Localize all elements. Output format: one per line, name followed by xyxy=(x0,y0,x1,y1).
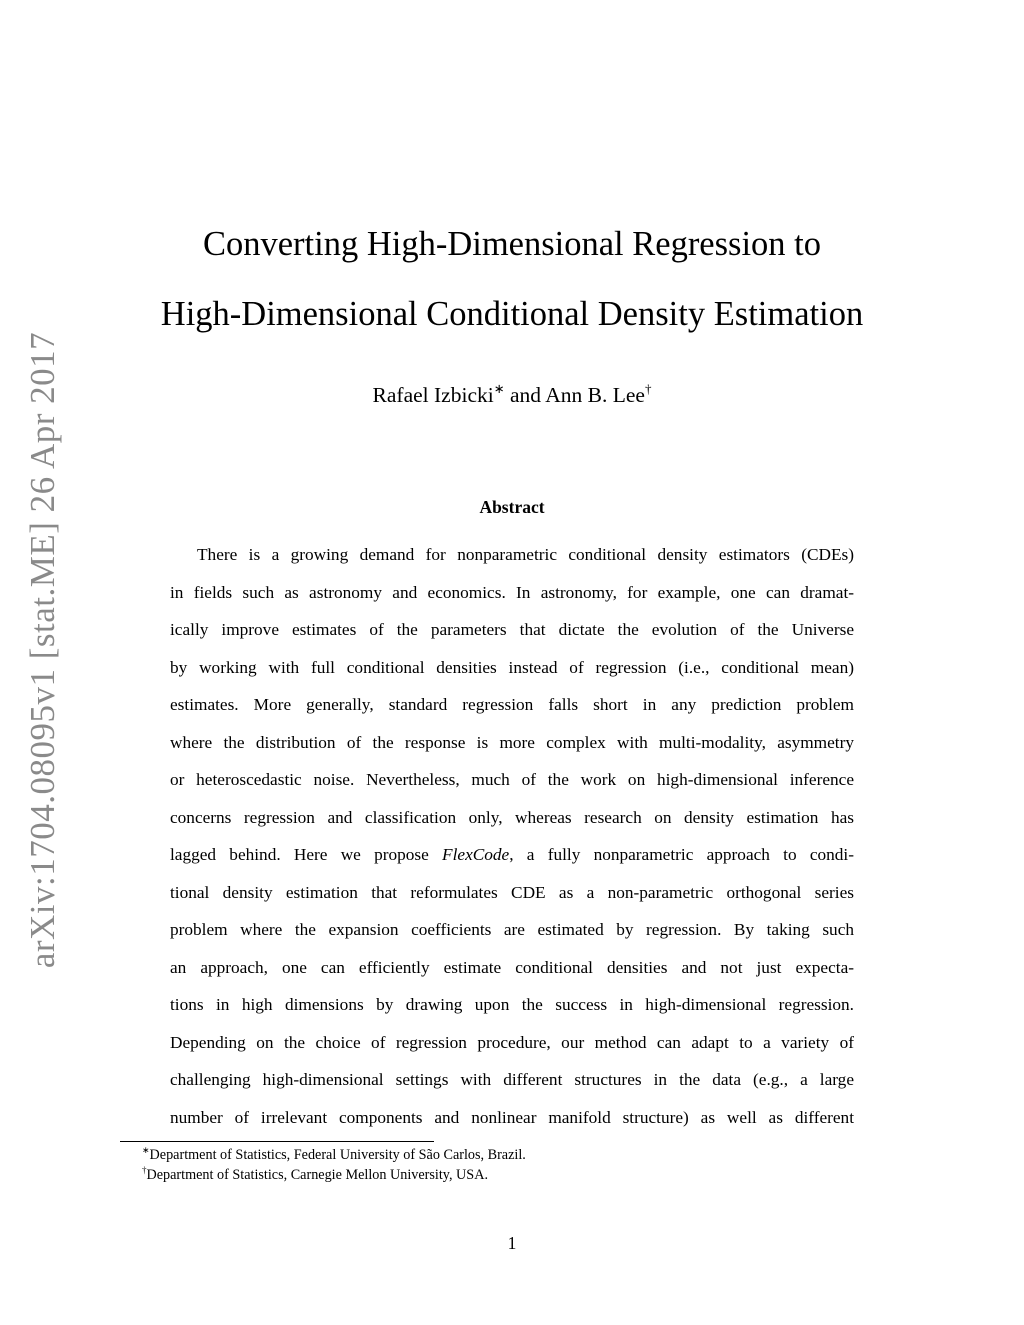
abstract-heading: Abstract xyxy=(479,497,545,517)
author-1-footnote-mark: ∗ xyxy=(493,381,505,396)
footnote-2 xyxy=(142,1167,488,1184)
abstract-line: or heteroscedastic noise. Nevertheless, much of the work on high-dimensional inference xyxy=(170,770,854,789)
abstract-line: problem where the expansion coefficients are estimated by regression. By taking such xyxy=(170,920,854,939)
abstract-line xyxy=(170,844,854,866)
arxiv-identifier-text: arXiv:1704.08095v1 [stat.ME] 26 Apr 2017 xyxy=(23,331,62,969)
abstract-line: an approach, one can efficiently estimate conditional densities and not just expecta- xyxy=(170,958,854,977)
footnote-1-text: Department of Statistics, Federal University of São Carlos, Brazil. xyxy=(149,1147,526,1163)
footnote-1-mark: ∗ xyxy=(142,1145,150,1155)
footnote-divider xyxy=(120,1141,434,1142)
abstract-line: estimates. More generally, standard regression falls short in any prediction problem xyxy=(170,695,854,714)
abstract-line-text: , a fully nonparametric approach to condi- xyxy=(509,845,854,864)
abstract-line: where the distribution of the response is more complex with multi-modality, asymmetry xyxy=(170,733,854,752)
abstract-line: challenging high-dimensional settings with different structures in the data (e.g., a large xyxy=(170,1070,854,1089)
paper-title-line-1: Converting High-Dimensional Regression to xyxy=(202,225,822,263)
page-number: 1 xyxy=(507,1233,517,1253)
footnote-2-mark: † xyxy=(142,1165,147,1175)
abstract-line: ically improve estimates of the parameters that dictate the evolution of the Universe xyxy=(170,620,854,639)
abstract-line: in fields such as astronomy and economics. In astronomy, for example, one can dramat- xyxy=(170,583,854,602)
abstract-line-text: lagged behind. Here we propose xyxy=(170,845,443,864)
abstract-line: tions in high dimensions by drawing upon the success in high-dimensional regression. xyxy=(170,995,854,1014)
footnote-1 xyxy=(142,1147,526,1164)
author-list xyxy=(130,383,894,408)
author-name-1: Rafael Izbicki xyxy=(372,383,494,407)
abstract-line: concerns regression and classification only, whereas research on density estimation has xyxy=(170,808,854,827)
arxiv-identifier-stamp xyxy=(19,331,67,969)
paper-title-line-2: High-Dimensional Conditional Density Estimation xyxy=(160,295,864,333)
abstract-line: by working with full conditional densities instead of regression (i.e., conditional mean) xyxy=(170,658,854,677)
author-name-2: Ann B. Lee xyxy=(545,383,645,407)
footnote-2-text: Department of Statistics, Carnegie Mellon University, USA. xyxy=(146,1167,488,1183)
author-2-footnote-mark: † xyxy=(644,381,652,396)
abstract-line: There is a growing demand for nonparametric conditional density estimators (CDEs) xyxy=(197,545,854,564)
author-connector: and xyxy=(504,383,546,407)
abstract-line: Depending on the choice of regression procedure, our method can adapt to a variety of xyxy=(170,1033,854,1052)
abstract-line: number of irrelevant components and nonlinear manifold structure) as well as different xyxy=(170,1108,854,1127)
method-name-flexcode: FlexCode xyxy=(442,845,510,864)
abstract-line: tional density estimation that reformulates CDE as a non-parametric orthogonal series xyxy=(170,883,854,902)
